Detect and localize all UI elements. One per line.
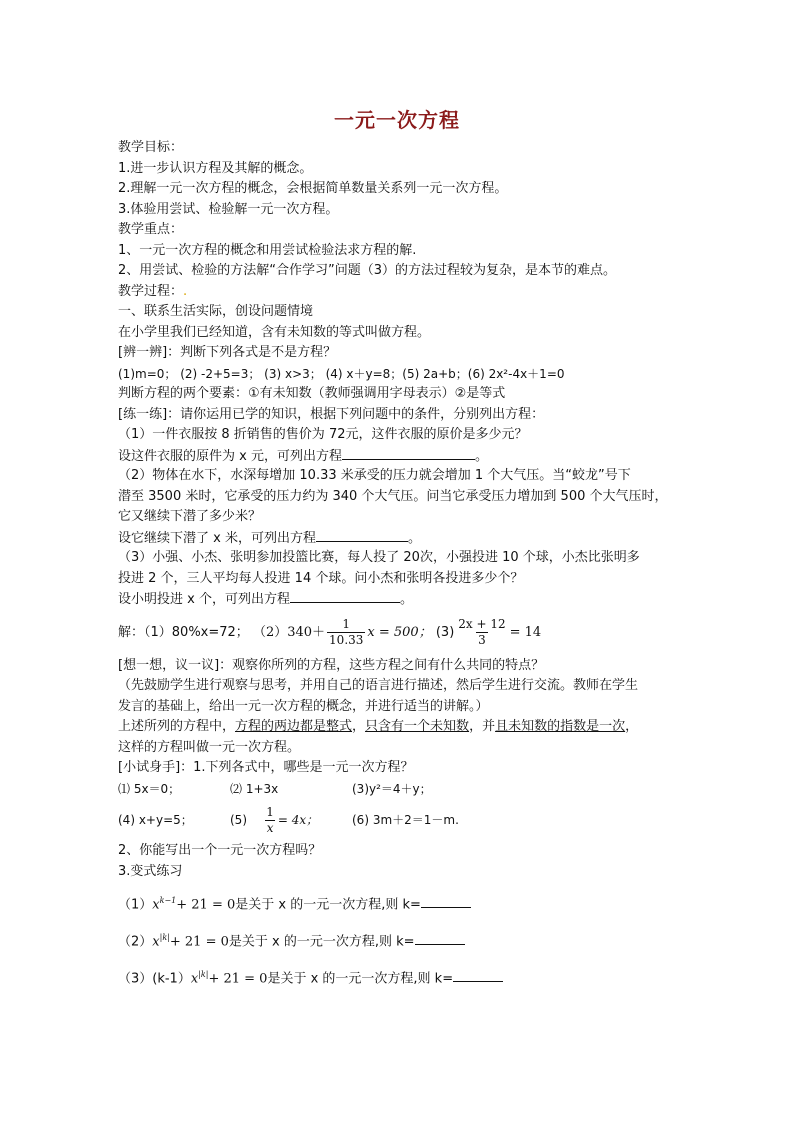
setup-text: 设它继续下潜了 x 米，可列出方程 [118,530,316,546]
variant-text: 是关于 x 的一元一次方程,则 k= [235,897,421,913]
item-label: (5) [230,813,247,827]
intro-text: 在小学里我们已经知道，含有未知数的等式叫做方程。 [118,324,431,340]
answer-3-prefix: (3) [435,624,455,640]
document-body [118,138,678,993]
variant-exponent: |k| [198,970,209,979]
definition-condition-2: 只含有一个未知数 [365,719,470,734]
objective-item: 2.理解一元一次方程的概念，会根据简单数量关系列一元一次方程。 [118,181,508,196]
variant-heading: 3.变式练习 [118,863,183,879]
variant-label: （2） [118,934,153,950]
answer-blank[interactable] [316,528,408,542]
try-prompt: [小试身手]：1.下列各式中，哪些是一元一次方程？ [118,760,414,775]
objective-item: 1.进一步认识方程及其解的概念。 [118,160,313,176]
answer-3-suffix: = 14 [509,624,542,640]
variant-2 [118,919,678,956]
definition-comma: ， [625,719,639,734]
definition-condition-1: 方程的两边都是整式 [235,719,353,734]
think-prompt: [想一想，议一议]：观察你所列的方程，这些方程之间有什么共同的特点？ [118,657,545,673]
definition-comma: ， [352,719,366,734]
decorative-dot: . [183,283,188,299]
period: 。 [407,530,421,546]
definition-condition-3: 且未知数的指数是一次 [495,719,626,734]
page-title: 一元一次方程 [334,108,460,132]
variant-label: （3）(k-1） [118,971,191,987]
answer-1: （1）80%x=72； [144,624,249,640]
answer-2-suffix: x = 500； [367,624,432,640]
try-row-2 [118,799,678,841]
key-point-item: 2、用尝试、检验的方法解“合作学习”问题（3）的方法过程较为复杂，是本节的难点。 [118,263,617,278]
try-item: (3)y²＝4＋y； [352,781,432,796]
variant-variable: x [152,934,160,950]
fraction-numerator: 2x + 12 [458,616,506,631]
answer-blank[interactable] [415,931,465,945]
period: 。 [399,592,413,607]
question-2-line: （2）物体在水下，水深每增加 10.33 米承受的压力就会增加 1 个大气压。当“蛟龙”号下 [118,468,631,483]
answer-blank[interactable] [342,446,475,460]
variant-equation-tail: + 21 = 0 [169,934,229,950]
variant-label: （1） [118,897,153,913]
variant-3 [118,956,678,993]
period: 。 [474,448,488,464]
setup-text: 设小明投进 x 个，可列出方程 [118,592,290,607]
judge-items: (1)m=0； (2) -2+5=3； (3) x>3； (4) x＋y=8；(5) 2a+b；(6) 2x²-4x＋1=0 [118,366,565,381]
variant-text: 是关于 x 的一元一次方程,则 k= [267,971,454,987]
variant-variable: x [190,971,199,987]
definition-line-2: 这样的方程叫做一元一次方程。 [118,739,301,755]
try-fraction [264,805,276,836]
try-item: ⑵ 1+3x [230,781,279,796]
process-heading-text: 教学过程： [118,283,184,299]
answer-2-prefix: （2）340＋ [252,624,326,640]
fraction-denominator: 10.33 [329,632,364,647]
question-2-line: 它又继续下潜了多少米？ [118,509,262,524]
question-1: （1）一件衣服按 8 折销售的售价为 72元，这件衣服的原价是多少元？ [118,427,528,442]
definition-line [118,717,678,738]
answer-line [118,610,678,656]
question-3-setup [118,589,678,610]
question-2-line: 潜至 3500 米时，它承受的压力约为 340 个大气压。问当它承受压力增加到 500 个大气压时， [118,488,668,504]
variant-variable: x [152,897,160,913]
objectives-heading: 教学目标： [118,140,184,155]
key-point-item: 1、一元一次方程的概念和用尝试检验法求方程的解. [118,242,417,258]
process-heading [118,282,678,303]
variant-equation-tail: + 21 = 0 [208,971,268,987]
write-question: 2、你能写出一个一元一次方程吗？ [118,843,322,858]
definition-connector: ，并 [469,719,496,734]
try-item [230,799,352,841]
variant-exponent: k−1 [159,896,177,905]
fraction-denominator: x [266,821,274,835]
question-3-line: （3）小强、小杰、张明参加投篮比赛，每人投了 20次，小强投进 10 个球，小杰比张明多 [118,550,640,565]
answer-blank[interactable] [453,968,503,982]
think-text: 发言的基础上，给出一元一次方程的概念，并进行适当的讲解。） [118,698,489,714]
section-heading: 一、联系生活实际，创设问题情境 [118,304,314,319]
fraction-numerator: 1 [266,805,274,819]
practice-prompt: [练一练]：请你运用已学的知识，根据下列问题中的条件，分别列出方程： [118,406,545,422]
fraction-suffix: = 4x； [277,813,319,827]
objective-item: 3.体验用尝试、检验解一元一次方程。 [118,201,339,217]
try-item: (6) 3m＋2＝1－m. [352,813,459,827]
question-1-setup [118,446,678,467]
fraction-numerator: 1 [342,616,351,631]
fraction-denominator: 3 [478,632,486,647]
two-elements: 判断方程的两个要素：①有未知数（教师强调用字母表示）②是等式 [118,386,506,401]
setup-text: 设这件衣服的原件为 x 元，可列出方程 [118,448,342,464]
answer-3-fraction [456,617,507,648]
key-points-heading: 教学重点： [118,222,184,237]
answer-blank[interactable] [421,894,471,908]
judge-prompt: [辨一辨]：判断下列各式是不是方程？ [118,345,337,360]
variant-text: 是关于 x 的一元一次方程,则 k= [228,934,415,950]
variant-exponent: |k| [159,933,170,942]
answer-blank[interactable] [290,589,400,603]
variant-equation-tail: + 21 = 0 [176,897,236,913]
think-text: （先鼓励学生进行观察与思考，并用自己的语言进行描述，然后学生进行交流。教师在学生 [118,678,639,693]
try-row-1 [118,779,678,800]
answer-label: 解： [118,624,145,640]
try-item: (4) x+y=5； [118,813,193,827]
variant-1 [118,882,678,919]
question-3-line: 投进 2 个，三人平均每人投进 14 个球。问小杰和张明各投进多少个？ [118,570,524,586]
answer-2-fraction [327,617,365,648]
question-2-setup [118,528,678,549]
try-item: ⑴ 5x＝0； [118,781,181,796]
definition-start: 上述所列的方程中， [118,719,236,734]
